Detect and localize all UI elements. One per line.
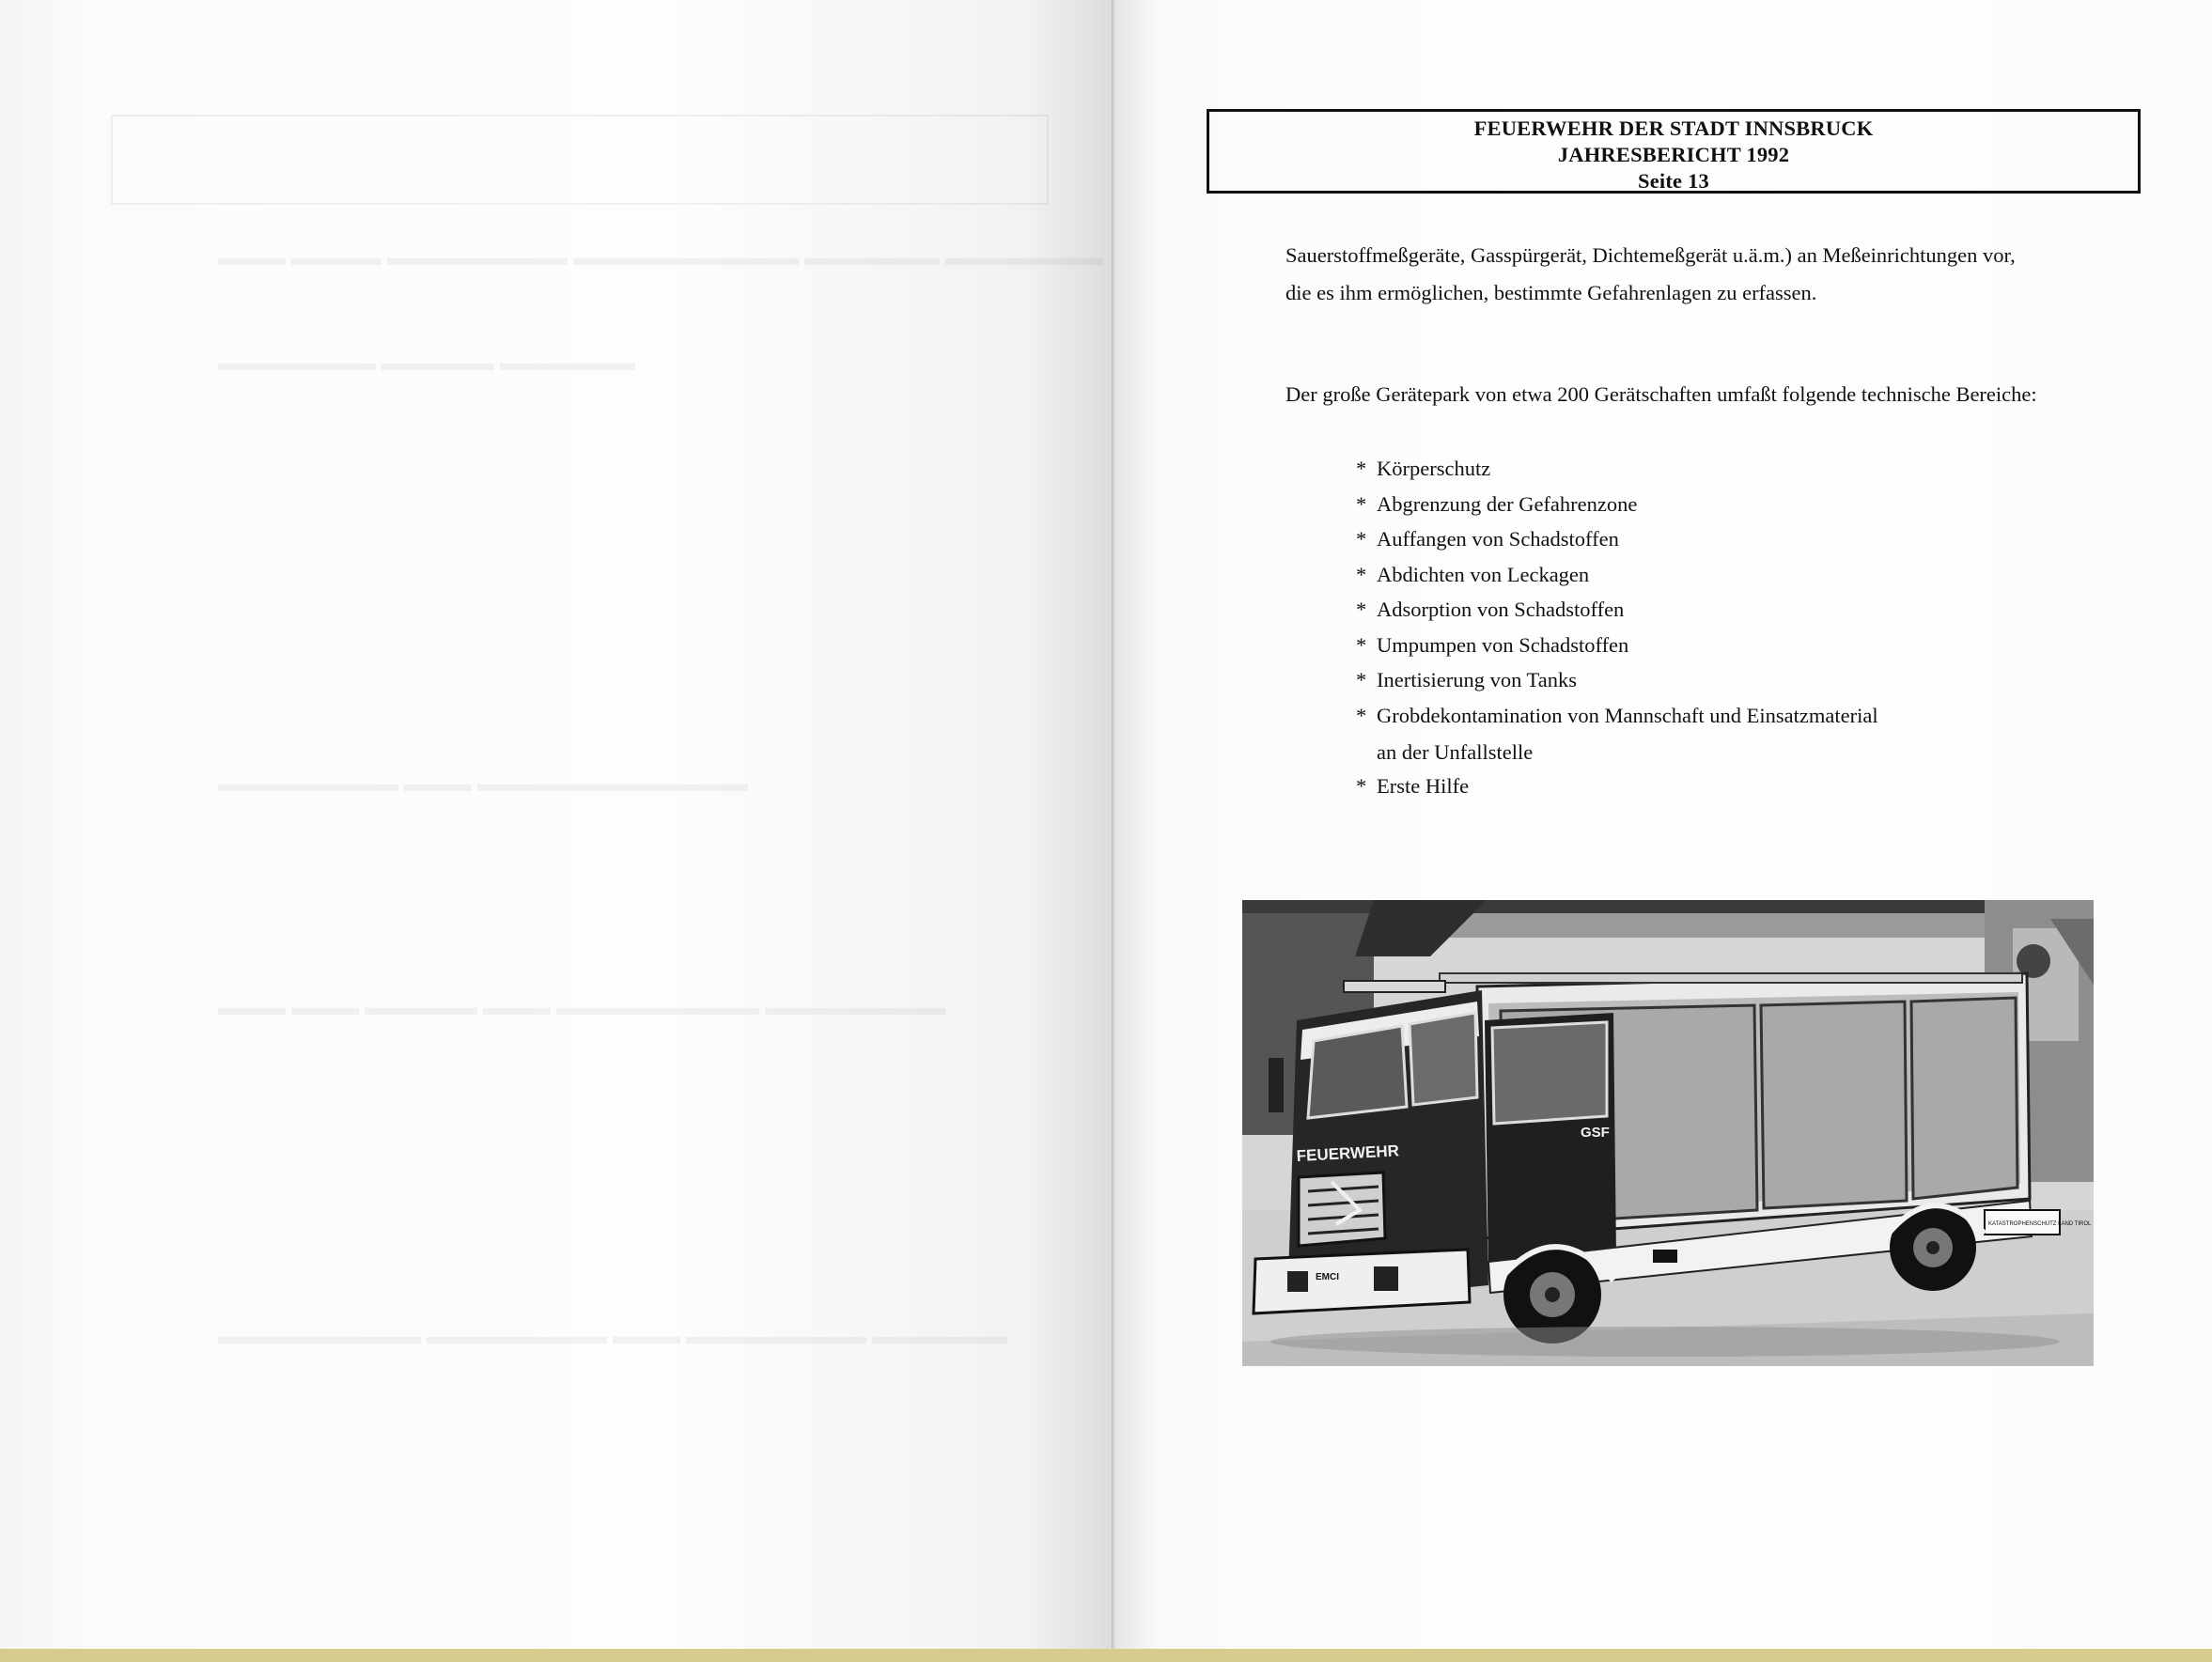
list-item [1356,521,1878,557]
bullet-icon: * [1356,703,1367,727]
ghost-text [218,351,635,377]
ghost-header-box [111,115,1049,205]
bullet-icon: * [1356,632,1367,657]
bumper-plate: EMCI [1316,1272,1339,1282]
list-item-label: Adsorption von Schadstoffen [1377,598,1625,621]
list-item [1356,557,1878,593]
ghost-text [218,246,1103,272]
feuerwehr-sign: FEUERWEHR [1296,1142,1400,1165]
list-item-label: Auffangen von Schadstoffen [1377,527,1619,551]
bullet-icon: * [1356,774,1367,798]
intro-paragraph [1285,237,2131,312]
bullet-icon: * [1356,527,1367,551]
ghost-text [218,772,748,798]
list-intro: Der große Gerätepark von etwa 200 Gerätschaften umfaßt folgende technische Bereiche: [1285,382,2037,406]
list-item-label: Erste Hilfe [1377,774,1470,798]
ghost-text [218,996,945,1021]
ghost-text [218,1325,1007,1350]
intro-line-1: Sauerstoffmeßgeräte, Gasspürgerät, Dichtemeßgerät u.ä.m.) an Meßeinrichtungen vor, [1285,243,2016,267]
list-item [1356,487,1878,522]
list-item [1356,628,1878,663]
list-item [1356,451,1878,487]
list-item-label: Umpumpen von Schadstoffen [1377,632,1629,657]
page-header [1207,109,2141,194]
list-item-label: Abdichten von Leckagen [1377,562,1590,586]
list-item-label: Körperschutz [1377,457,1491,480]
list-item [1356,772,1878,800]
bullet-icon: * [1356,562,1367,586]
header-page-number: Seite 13 [1638,169,1709,193]
header-report: JAHRESBERICHT 1992 [1557,143,1790,166]
gsf-label: GSF [1581,1125,1610,1141]
list-item-label: an der Unfallstelle [1377,740,1534,764]
equipment-list [1356,451,1878,800]
katastrophenschutz-plate: KATASTROPHENSCHUTZ LAND TIROL [1988,1221,2092,1227]
fire-truck-photo [1242,900,2094,1366]
intro-line-2: die es ihm ermöglichen, bestimmte Gefahrenlagen zu erfassen. [1285,281,1817,304]
bullet-icon: * [1356,598,1367,621]
list-item [1356,662,1878,698]
bullet-icon: * [1356,668,1367,691]
list-item [1356,698,1878,734]
list-item-label: Inertisierung von Tanks [1377,668,1577,691]
bullet-icon: * [1356,491,1367,516]
header-org: FEUERWEHR DER STADT INNSBRUCK [1473,116,1874,140]
bullet-icon: * [1356,457,1367,480]
list-item-label: Abgrenzung der Gefahrenzone [1377,491,1638,516]
list-item-label: Grobdekontamination von Mannschaft und Einsatzmaterial [1377,703,1878,727]
list-item-continuation [1356,733,1878,772]
list-item [1356,592,1878,628]
page-edge-strip [0,1649,2212,1662]
